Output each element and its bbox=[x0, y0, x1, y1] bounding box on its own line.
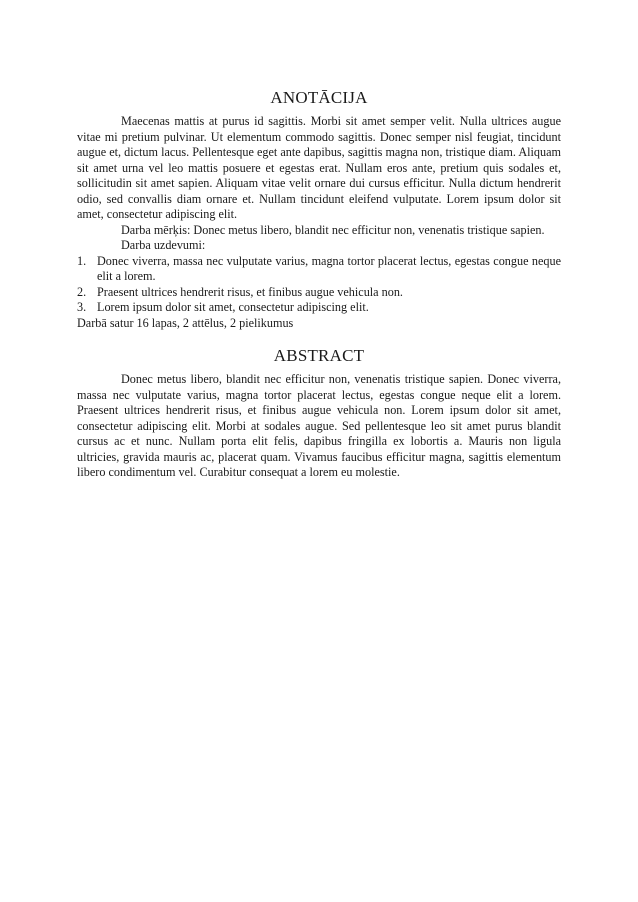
list-item-number: 1. bbox=[77, 253, 87, 268]
annotation-title: ANOTĀCIJA bbox=[270, 88, 368, 107]
list-item-text: Praesent ultrices hendrerit risus, et finibus augue vehicula non. bbox=[97, 284, 403, 299]
annotation-section bbox=[77, 114, 561, 331]
abstract-section bbox=[77, 372, 561, 481]
annotation-task-list bbox=[77, 254, 561, 316]
annotation-summary: Darbā satur 16 lapas, 2 attēlus, 2 pielikumus bbox=[77, 315, 294, 330]
list-item bbox=[77, 284, 561, 301]
abstract-title: ABSTRACT bbox=[273, 346, 365, 365]
annotation-goal: Darba mērķis: Donec metus libero, blandit nec efficitur non, venenatis tristique sapien. bbox=[121, 222, 545, 237]
annotation-paragraph: Maecenas mattis at purus id sagittis. Morbi sit amet semper velit. Nulla ultrices augue vitae mi pretium pulvinar. Ut elementum commodo sagittis. Donec semper nisl feugiat, tincidunt augue et, dictum lacus. Pellentesque eget ante dapibus, sagittis magna non, tristique diam. Aliquam sit amet urna vel leo mattis posuere et egestas erat. Nullam eros ante, pretium quis sodales et, sollicitudin sit amet sapien. Aliquam vitae velit ornare dui cursus efficitur. Nulla dictum hendrerit odio, sed convallis diam ornare et. Nullam tincidunt eleifend vulputate. Lorem ipsum dolor sit amet, consectetur adipiscing elit. bbox=[77, 114, 561, 221]
list-item bbox=[77, 300, 561, 316]
list-item-text: Lorem ipsum dolor sit amet, consectetur adipiscing elit. bbox=[97, 300, 369, 314]
abstract-paragraph: Donec metus libero, blandit nec efficitur non, venenatis tristique sapien. Donec viverra, massa nec vulputate varius, magna tortor placerat lectus, egestas congue neque elit a lorem. Praesent ultrices hendrerit risus, et finibus augue vehicula non. Lorem ipsum dolor sit amet, consectetur adipiscing elit. Morbi at sodales augue. Sed pellentesque leo sit amet purus blandit cursus ac et nunc. Nullam porta elit felis, dapibus fringilla ex lobortis a. Mauris non ligula ultricies, gravida mauris ac, placerat quam. Vivamus faucibus efficitur magna, sagittis elementum libero condimentum vel. Curabitur consequat a lorem eu molestie. bbox=[77, 372, 561, 479]
list-item bbox=[77, 253, 561, 285]
list-item-number: 3. bbox=[77, 300, 87, 314]
list-item-number: 2. bbox=[77, 284, 87, 299]
list-item-text: Donec viverra, massa nec vulputate varius, magna tortor placerat lectus, egestas congue neque elit a lorem. bbox=[97, 253, 561, 283]
annotation-tasks-label: Darba uzdevumi: bbox=[121, 238, 206, 252]
